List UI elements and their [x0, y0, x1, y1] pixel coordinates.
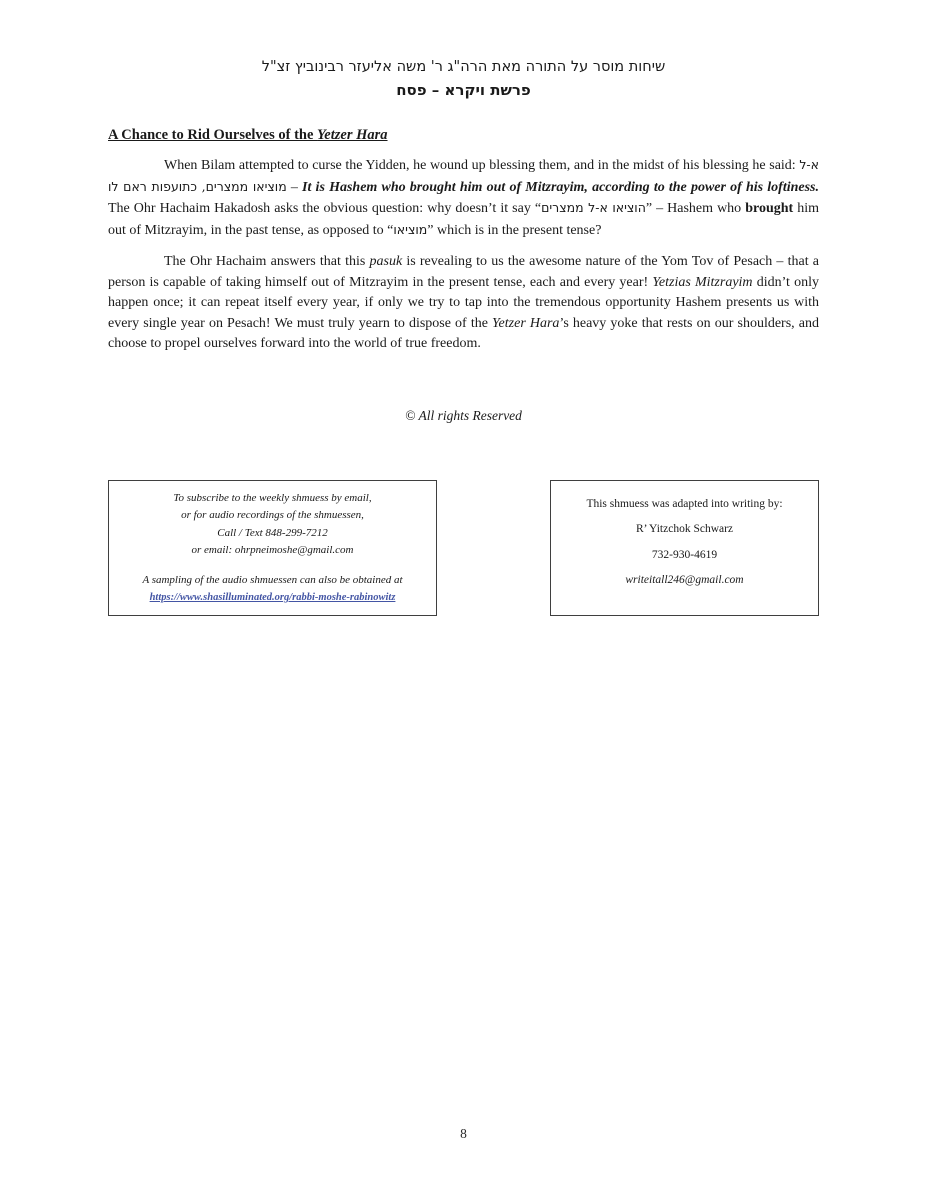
text-segment: The Ohr Hachaim answers that this — [164, 254, 370, 269]
subscription-box — [108, 480, 437, 616]
hebrew-parsha-line: פרשת ויקרא – פסח — [396, 81, 531, 99]
text-segment: It is Hashem who brought him out of Mitzrayim, according to the power of his loftiness. — [302, 179, 819, 195]
credit-intro: This shmuess was adapted into writing by: — [586, 497, 783, 510]
text-segment: א-ל מוציאו ממצרים, כתועפות ראם לו — [108, 157, 819, 194]
text-segment: מוציאו — [393, 221, 428, 237]
hebrew-header-line: שיחות מוסר על התורה מאת הרה"ג ר' משה אליעזר רבינוביץ זצ"ל — [261, 59, 666, 75]
text-segment: is revealing to us the awesome nature of the Yom Tov of Pesach – that a person is capable of taking himself out of Mitzrayim in the present tense, each and every year! — [108, 254, 820, 290]
text-segment: The Ohr Hachaim Hakadosh asks the obvious question: why doesn’t it say “ — [108, 201, 542, 216]
subscription-line: or for audio recordings of the shmuessen, — [181, 509, 364, 521]
credit-email: writeitall246@gmail.com — [625, 574, 744, 586]
text-segment: brought — [745, 201, 794, 216]
text-segment: ” which is in the present tense? — [427, 222, 602, 238]
text-segment: When Bilam attempted to curse the Yidden, he wound up blessing them, and in the midst of his blessing he said: — [164, 158, 800, 173]
paragraph-2 — [108, 252, 819, 355]
audio-sampling-note: A sampling of the audio shmuessen can also be obtained at — [142, 573, 403, 586]
text-segment: Yetzer Hara — [492, 315, 560, 331]
text-segment: Yetzer Hara — [317, 127, 388, 143]
section-title — [108, 126, 819, 144]
subscription-lines — [113, 490, 432, 560]
text-segment: him out of Mitzrayim, in the past tense, as opposed to “ — [108, 201, 820, 238]
text-segment: – — [286, 179, 303, 195]
info-boxes-row — [108, 480, 819, 616]
text-segment: A Chance to Rid Ourselves of the — [108, 127, 318, 143]
paragraph-1 — [108, 155, 819, 241]
subscription-line: To subscribe to the weekly shmuess by email, — [173, 491, 372, 504]
text-segment: הוציאו א-ל ממצרים — [541, 200, 646, 215]
link-row — [113, 589, 432, 607]
copyright-notice: © All rights Reserved — [405, 407, 522, 423]
document-header — [108, 57, 819, 101]
writer-credit-box — [550, 480, 819, 616]
text-segment: didn’t only happen once; it can repeat itself every year, if only we try to tap into the tremendous opportunity Hashem presents us with every single year on Pesach! We must truly yearn to dispose of the — [108, 274, 819, 331]
text-segment: ’s heavy yoke that rests on our shoulders, and choose to propel ourselves forward into the world of true freedom. — [108, 315, 819, 351]
shasilluminated-link[interactable]: https://www.shasilluminated.org/rabbi-moshe-rabinowitz — [149, 592, 396, 603]
credit-name: R’ Yitzchok Schwarz — [635, 523, 734, 535]
subscription-line: or email: ohrpneimoshe@gmail.com — [191, 544, 354, 556]
subscription-line: Call / Text 848-299-7212 — [217, 526, 328, 539]
text-segment: Yetzias Mitzrayim — [652, 274, 753, 290]
text-segment: ” – Hashem who — [645, 201, 746, 216]
page-number: 8 — [460, 1126, 467, 1141]
text-segment: pasuk — [369, 254, 403, 269]
credit-phone: 732-930-4619 — [651, 548, 718, 561]
